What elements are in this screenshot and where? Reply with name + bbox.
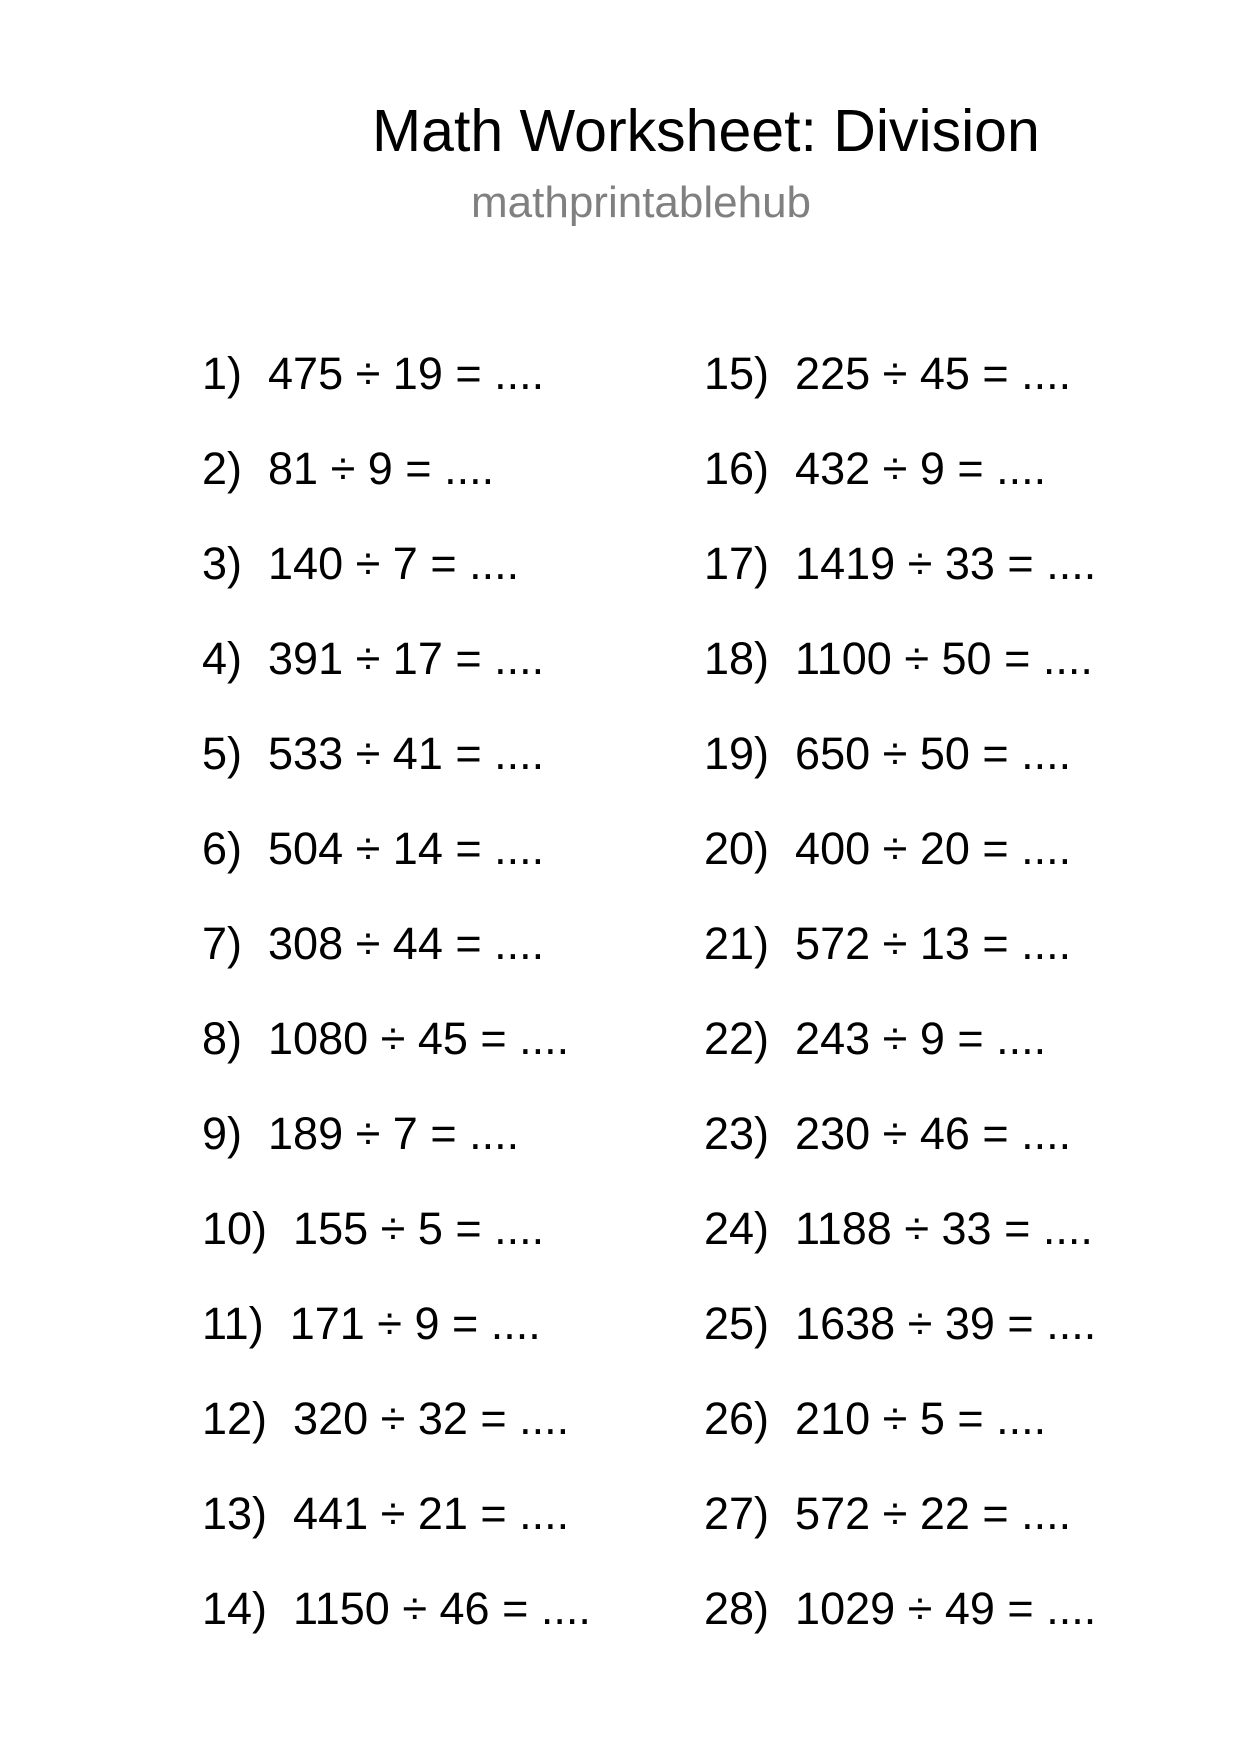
- problem-item: [704, 1393, 1096, 1491]
- problem-column-left: [202, 348, 591, 1681]
- problem-number: 20): [704, 823, 770, 874]
- problem-expression: 320 ÷ 32 = ....: [293, 1393, 570, 1444]
- problem-number: 1): [202, 348, 243, 399]
- problem-item: [202, 348, 591, 446]
- problem-number: 13): [202, 1488, 268, 1539]
- problem-number: 10): [202, 1203, 268, 1254]
- problem-expression: 225 ÷ 45 = ....: [795, 348, 1072, 399]
- problem-number: 7): [202, 918, 243, 969]
- problem-number: 19): [704, 728, 770, 779]
- problem-item: [202, 1013, 591, 1111]
- problem-expression: 391 ÷ 17 = ....: [268, 633, 545, 684]
- problem-number: 3): [202, 538, 243, 589]
- problem-expression: 1188 ÷ 33 = ....: [795, 1203, 1093, 1254]
- problem-expression: 1419 ÷ 33 = ....: [795, 538, 1097, 589]
- problem-number: 11): [202, 1298, 264, 1349]
- problem-expression: 189 ÷ 7 = ....: [268, 1108, 520, 1159]
- problem-item: [704, 348, 1096, 446]
- problem-item: [202, 1583, 591, 1681]
- problem-number: 28): [704, 1583, 770, 1634]
- problem-number: 15): [704, 348, 770, 399]
- problem-item: [202, 918, 591, 1016]
- problem-number: 5): [202, 728, 243, 779]
- problem-expression: 504 ÷ 14 = ....: [268, 823, 545, 874]
- problem-expression: 155 ÷ 5 = ....: [293, 1203, 545, 1254]
- problem-item: [704, 728, 1096, 826]
- problem-number: 6): [202, 823, 243, 874]
- problem-expression: 1100 ÷ 50 = ....: [795, 633, 1093, 684]
- problem-item: [202, 443, 591, 541]
- problem-number: 9): [202, 1108, 243, 1159]
- problem-expression: 81 ÷ 9 = ....: [268, 443, 495, 494]
- problem-expression: 243 ÷ 9 = ....: [795, 1013, 1047, 1064]
- problem-expression: 400 ÷ 20 = ....: [795, 823, 1072, 874]
- problem-expression: 140 ÷ 7 = ....: [268, 538, 520, 589]
- problem-expression: 533 ÷ 41 = ....: [268, 728, 545, 779]
- problem-expression: 1150 ÷ 46 = ....: [293, 1583, 591, 1634]
- problem-expression: 171 ÷ 9 = ....: [289, 1298, 541, 1349]
- problem-item: [704, 1203, 1096, 1301]
- problem-item: [704, 918, 1096, 1016]
- problem-number: 4): [202, 633, 243, 684]
- problem-item: [704, 1108, 1096, 1206]
- problem-item: [704, 823, 1096, 921]
- problem-expression: 1080 ÷ 45 = ....: [268, 1013, 570, 1064]
- problem-expression: 1029 ÷ 49 = ....: [795, 1583, 1097, 1634]
- problem-column-right: [704, 348, 1097, 1681]
- worksheet-title: Math Worksheet: Division: [372, 98, 1040, 164]
- problem-item: [202, 1393, 591, 1491]
- problem-item: [704, 1298, 1097, 1396]
- problem-item: [202, 1203, 591, 1301]
- problem-number: 25): [704, 1298, 770, 1349]
- problem-expression: 308 ÷ 44 = ....: [268, 918, 545, 969]
- problem-item: [704, 443, 1096, 541]
- problem-item: [202, 538, 591, 636]
- problem-number: 14): [202, 1583, 268, 1634]
- problem-item: [704, 538, 1097, 636]
- problem-number: 2): [202, 443, 243, 494]
- problem-number: 27): [704, 1488, 770, 1539]
- problem-number: 26): [704, 1393, 770, 1444]
- problem-number: 8): [202, 1013, 243, 1064]
- problem-number: 21): [704, 918, 770, 969]
- problem-number: 23): [704, 1108, 770, 1159]
- problem-number: 24): [704, 1203, 770, 1254]
- problem-expression: 230 ÷ 46 = ....: [795, 1108, 1072, 1159]
- problem-item: [202, 1108, 591, 1206]
- problem-item: [202, 633, 591, 731]
- worksheet-source: mathprintablehub: [471, 178, 812, 227]
- problem-expression: 475 ÷ 19 = ....: [268, 348, 545, 399]
- problem-expression: 650 ÷ 50 = ....: [795, 728, 1072, 779]
- problem-expression: 572 ÷ 13 = ....: [795, 918, 1072, 969]
- problem-expression: 572 ÷ 22 = ....: [795, 1488, 1072, 1539]
- problem-expression: 210 ÷ 5 = ....: [795, 1393, 1047, 1444]
- problem-item: [202, 728, 591, 826]
- problem-item: [202, 1298, 591, 1396]
- problem-number: 18): [704, 633, 770, 684]
- problem-expression: 441 ÷ 21 = ....: [293, 1488, 570, 1539]
- problem-number: 17): [704, 538, 770, 589]
- problem-item: [704, 1583, 1097, 1681]
- problem-item: [202, 823, 591, 921]
- problem-item: [704, 1013, 1096, 1111]
- problem-expression: 432 ÷ 9 = ....: [795, 443, 1047, 494]
- problem-number: 12): [202, 1393, 268, 1444]
- problem-number: 16): [704, 443, 770, 494]
- problem-item: [704, 633, 1096, 731]
- problem-item: [202, 1488, 591, 1586]
- problem-item: [704, 1488, 1096, 1586]
- problem-number: 22): [704, 1013, 770, 1064]
- problem-expression: 1638 ÷ 39 = ....: [795, 1298, 1097, 1349]
